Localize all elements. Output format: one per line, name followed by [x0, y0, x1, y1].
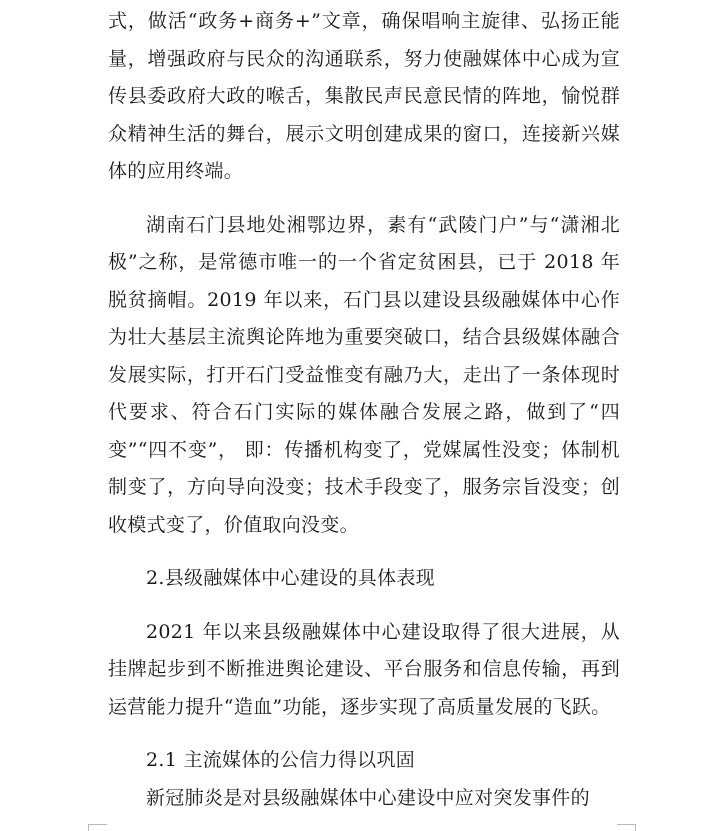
page-corner-mark-right — [617, 824, 636, 831]
paragraph-gap — [108, 598, 620, 614]
paragraph-gap — [108, 544, 620, 560]
paragraph-continued: 式，做活“政务+商务+”文章，确保唱响主旋律、弘扬正能量，增强政府与民众的沟通联系，努力使融媒体中心成为宣传县委政府大政的喉舌，集散民声民意民情的阵地，愉悦群众精神生活的舞台，展示文明创建成果的窗口，连接新兴媒体的应用终端。 — [108, 10, 620, 182]
paragraph-2021: 2021 年以来县级融媒体中心建设取得了很大进展，从挂牌起步到不断推进舆论建设、平台服务和信息传输，再到运营能力提升“造血”功能，逐步实现了高质量发展的飞跃。 — [108, 620, 620, 718]
section-heading-2-1: 2.1 主流媒体的公信力得以巩固 — [146, 749, 416, 771]
paragraph-gap — [108, 191, 620, 207]
paragraph-gap — [108, 726, 620, 742]
document-body — [108, 3, 620, 817]
paragraph-covid: 新冠肺炎是对县级融媒体中心建设中应对突发事件的 — [146, 786, 590, 809]
paragraph-shimen: 湖南石门县地处湘鄂边界，素有“武陵门户”与“潇湘北极”之称，是常德市唯一的一个省定贫困县，已于 2018 年脱贫摘帽。2019 年以来，石门县以建设县级融媒体中心作为壮大基层主流舆论阵地为重要突破口，结合县级媒体融合发展实际，打开石门受益惟变有融乃大，走出了一条体现时代要求、符合石门实际的媒体融合发展之路，做到了“四变”“四不变”， 即：传播机构变了，党媒属性没变；体制机制变了，方向导向没变；技术手段变了，服务宗旨没变；创收模式变了，价值取向没变。 — [108, 213, 620, 536]
section-heading-2: 2.县级融媒体中心建设的具体表现 — [146, 567, 435, 589]
page-corner-mark-left — [88, 824, 107, 831]
